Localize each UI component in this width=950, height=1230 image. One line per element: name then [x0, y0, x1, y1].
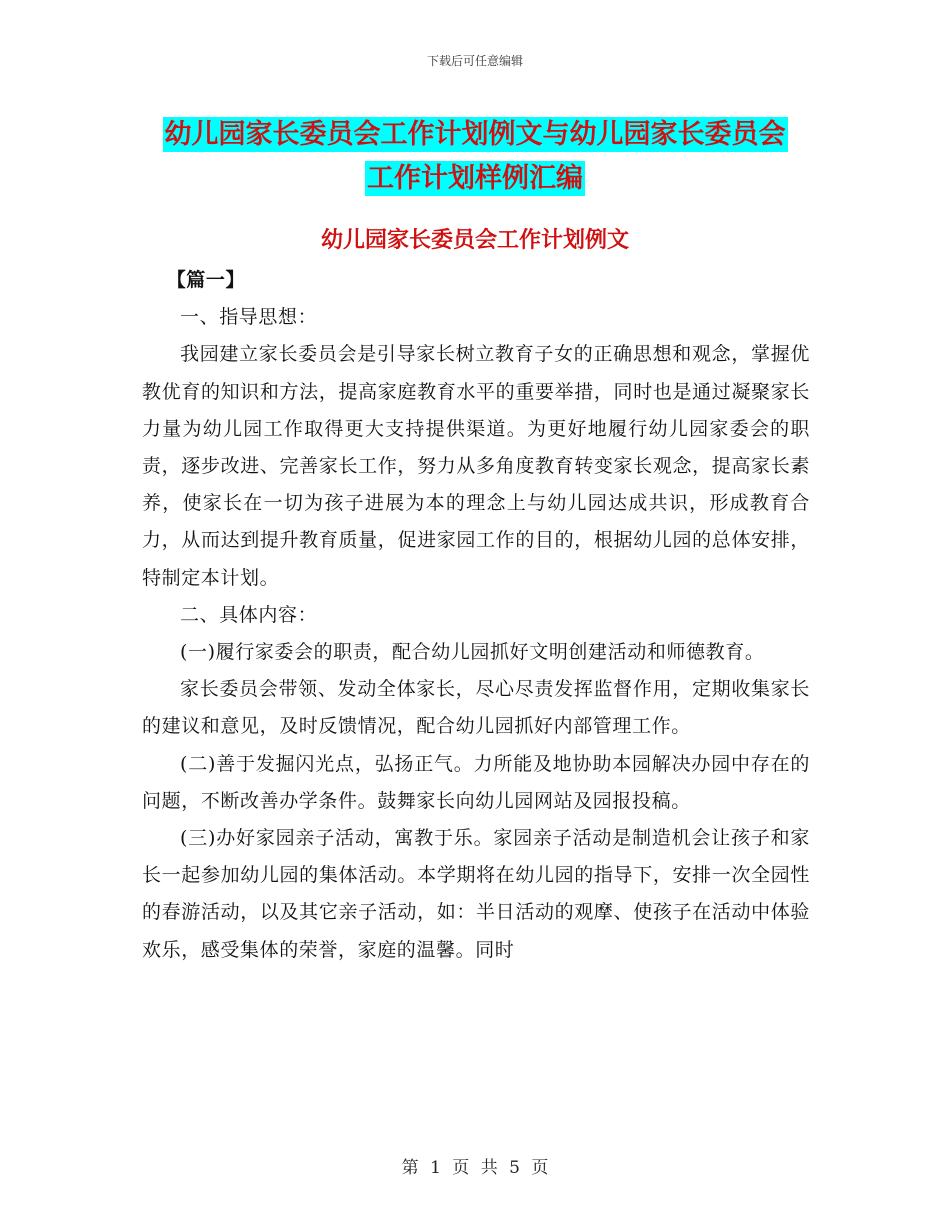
paragraph-item-1-detail: 家长委员会带领、发动全体家长，尽心尽责发挥监督作用，定期收集家长的建议和意见，及时反馈情况，配合幼儿园抓好内部管理工作。	[142, 678, 810, 738]
paragraph-guiding-text: 我园建立家长委员会是引导家长树立教育子女的正确思想和观念，掌握优教优育的知识和方法，提高家庭教育水平的重要举措，同时也是通过凝聚家长力量为幼儿园工作取得更大支持提供渠道。为更好地履行幼儿园家委会的职责，逐步改进、完善家长工作，努力从多角度教育转变家长观念，提高家长素养，使家长在一切为孩子进展为本的理念上与幼儿园达成共识，形成教育合力，从而达到提升教育质量，促进家园工作的目的，根据幼儿园的总体安排，特制定本计划。	[142, 343, 810, 589]
document-title-line-1	[0, 112, 950, 151]
document-title-line-2	[0, 156, 950, 195]
paragraph-content-heading: 二、具体内容：	[180, 603, 318, 626]
paragraph-item-2: (二)善于发掘闪光点，弘扬正气。力所能及地协助本园解决办园中存在的问题，不断改善办学条件。鼓舞家长向幼儿园网站及园报投稿。	[142, 752, 810, 812]
title-highlight-1: 幼儿园家长委员会工作计划例文与幼儿园家长委员会	[164, 119, 786, 150]
section-title: 幼儿园家长委员会工作计划例文	[320, 227, 629, 253]
chapter-label: 【篇一】	[166, 269, 246, 291]
paragraph-item-3: (三)办好家园亲子活动，寓教于乐。家园亲子活动是制造机会让孩子和家长一起参加幼儿园的集体活动。本学期将在幼儿园的指导下，安排一次全园性的春游活动，以及其它亲子活动，如：半日活动的观摩、使孩子在活动中体验欢乐，感受集体的荣誉，家庭的温馨。同时	[142, 827, 810, 961]
paragraph-guiding-heading: 一、指导思想：	[180, 306, 318, 329]
page-number-footer: 第 1 页 共 5 页	[401, 1158, 549, 1178]
title-highlight-2: 工作计划样例汇编	[367, 163, 583, 194]
page-header-note: 下载后可任意编辑	[426, 54, 523, 68]
paragraph-item-1: (一)履行家委会的职责，配合幼儿园抓好文明创建活动和师德教育。	[180, 641, 765, 664]
document-body	[142, 262, 810, 969]
